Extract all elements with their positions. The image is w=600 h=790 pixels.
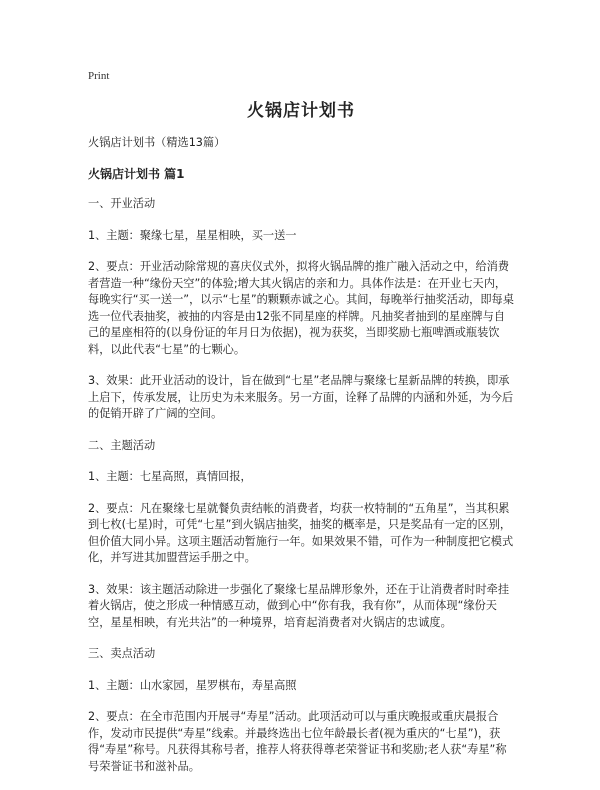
heading-selling-point-activity: 三、卖点活动 bbox=[88, 647, 156, 660]
print-label[interactable]: Print bbox=[88, 70, 110, 82]
paragraph: 2、要点：凡在聚缘七星就餐负责结帐的消费者，均获一枚特制的“五角星”，当其积累到七枚(七星)时，可凭“七星”到火锅店抽奖，抽奖的概率是，只是奖品有一定的区别，但价值大同小异。这项主题活动暂施行一年。如果效果不错，可作为一种制度把它模式化，并写进其加盟营运手册之中。 bbox=[88, 501, 514, 564]
paragraph: 3、效果：此开业活动的设计，旨在做到“七星”老品牌与聚缘七星新品牌的转换，即承上启下，传承发展，让历史为未来服务。另一方面，诠释了品牌的内涵和外延，为今后的促销开辟了广阔的空间。 bbox=[88, 374, 514, 420]
paragraph: 2、要点：开业活动除常规的喜庆仪式外，拟将火锅品牌的推广融入活动之中，给消费者营造一种“缘份天空”的体验;增大其火锅店的亲和力。具体作法是：在开业七天内，每晚实行“买一送一”，以示“七星”的颗颗赤诚之心。其间，每晚举行抽奖活动，即每桌选一位代表抽奖，被抽的内容是由12张不同星座的样牌。凡抽奖者抽到的星座牌与自己的星座相符的(以身份证的年月日为依据)，视为获奖，当即奖励七瓶啤酒或瓶装饮料，以此代表“七星”的七颗心。 bbox=[88, 260, 514, 356]
heading-theme-activity: 二、主题活动 bbox=[88, 438, 156, 452]
paragraph: 3、效果：该主题活动除进一步强化了聚缘七星品牌形象外，还在于让消费者时时牵挂着火锅店，使之形成一种情感互动，做到心中“你有我，我有你”，从而体现“缘份天空，星星相映，有光共沾”的一种境界，培育起消费者对火锅店的忠诚度。 bbox=[88, 582, 510, 629]
paragraph: 1、主题：山水家园，星罗棋布，寿星高照 bbox=[88, 678, 297, 692]
paragraph: 1、主题：七星高照，真情回报， bbox=[88, 470, 252, 483]
document-body bbox=[88, 96, 514, 790]
page-title: 火锅店计划书 bbox=[247, 101, 355, 121]
heading-opening-activity: 一、开业活动 bbox=[88, 197, 156, 210]
section-title: 火锅店计划书 篇1 bbox=[88, 166, 185, 181]
document-subtitle: 火锅店计划书（精选13篇） bbox=[88, 136, 226, 149]
paragraph: 2、要点：在全市范围内开展寻“寿星”活动。此项活动可以与重庆晚报或重庆晨报合作，发动市民提供“寿星”线索。并最终选出七位年龄最长者(视为重庆的“七星”)，获得“寿星”称号。凡获得其称号者，推荐人将获得尊老荣誉证书和奖励;老人获“寿星”称号荣誉证书和滋补品。 bbox=[88, 710, 507, 773]
paragraph: 1、主题：聚缘七星，星星相映，买一送一 bbox=[88, 228, 297, 242]
